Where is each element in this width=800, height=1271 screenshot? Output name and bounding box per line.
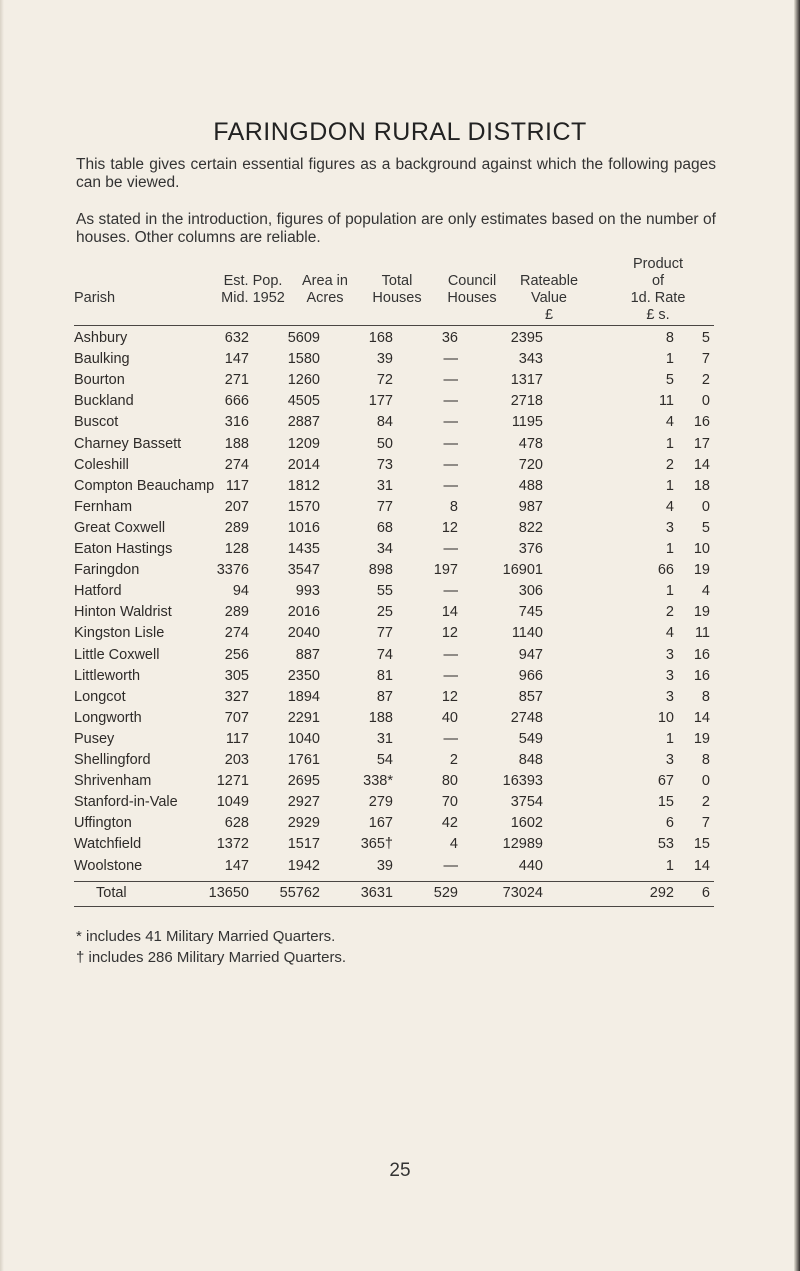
- header-rateable-value: Rateable Value £: [519, 273, 579, 323]
- table-row: Bourton 271 1260 72 — 1317 5 2: [74, 372, 710, 389]
- table-row: Little Coxwell 256 887 74 — 947 3 16: [74, 646, 710, 663]
- table-row: Fernham 207 1570 77 8 987 4 0: [74, 498, 710, 515]
- table-row: Longworth 707 2291 188 40 2748 10 14: [74, 709, 710, 726]
- table-row: Coleshill 274 2014 73 — 720 2 14: [74, 456, 710, 473]
- page-number: 25: [389, 1160, 411, 1181]
- table-row: Eaton Hastings 128 1435 34 — 376 1 10: [74, 541, 710, 557]
- page-left-edge: [0, 0, 4, 1271]
- table-row: Great Coxwell 289 1016 68 12 822 3 5: [74, 519, 710, 536]
- table-row: Longcot 327 1894 87 12 857 3 8: [74, 688, 710, 705]
- total-rule-bottom: [74, 906, 714, 907]
- table-row: Watchfield 1372 1517 365† 4 12989 53 15: [74, 836, 710, 853]
- table-row: Pusey 117 1040 31 — 549 1 19: [74, 730, 710, 747]
- header-product-of-rate: Product of 1d. Rate £ s.: [630, 256, 686, 323]
- table-row: Buckland 666 4505 177 — 2718 11 0: [74, 393, 710, 410]
- footnote-dagger: † includes 286 Military Married Quarters.: [76, 949, 347, 966]
- table-row: Stanford-in-Vale 1049 2927 279 70 3754 15 2: [74, 794, 710, 811]
- table-row: Shellingford 203 1761 54 2 848 3 8: [74, 752, 710, 768]
- table-row: Hatford 94 993 55 — 306 1 4: [74, 583, 710, 600]
- header-est-pop: Est. Pop. Mid. 1952: [221, 273, 285, 306]
- header-area: Area in Acres: [302, 273, 348, 306]
- table-row: Shrivenham 1271 2695 338* 80 16393 67 0: [74, 773, 710, 790]
- table-row: Buscot 316 2887 84 — 1195 4 16: [74, 414, 710, 431]
- intro-paragraph-2: As stated in the introduction, figures of population are only estimates based on the number of houses. Other columns are reliable.: [76, 211, 716, 246]
- header-rule: [74, 325, 714, 326]
- intro-paragraph-1: This table gives certain essential figures as a background against which the following pages can be viewed.: [76, 156, 716, 191]
- header-parish: Parish: [74, 290, 116, 306]
- table-row: Uffington 628 2929 167 42 1602 6 7: [74, 815, 710, 832]
- table-row: Kingston Lisle 274 2040 77 12 1140 4 11: [74, 625, 710, 642]
- header-council-houses: Council Houses: [447, 273, 497, 306]
- table-row: Woolstone 147 1942 39 — 440 1 14: [74, 857, 710, 874]
- header-total-houses: Total Houses: [372, 273, 422, 306]
- total-rule-top: [74, 881, 714, 882]
- table-row: Hinton Waldrist 289 2016 25 14 745 2 19: [74, 604, 710, 621]
- table-row: Ashbury 632 5609 168 36 2395 8 5: [74, 330, 710, 346]
- table-row: Charney Bassett 188 1209 50 — 478 1 17: [74, 435, 710, 452]
- table-row: Baulking 147 1580 39 — 343 1 7: [74, 351, 710, 368]
- footnote-asterisk: * includes 41 Military Married Quarters.: [76, 928, 336, 945]
- table-row: Compton Beauchamp 117 1812 31 — 488 1 18: [74, 477, 710, 494]
- page-title: FARINGDON RURAL DISTRICT: [213, 118, 587, 146]
- page-right-edge: [794, 0, 800, 1271]
- table-row: Littleworth 305 2350 81 — 966 3 16: [74, 667, 710, 684]
- total-row: Total 13650 55762 3631 529 73024 292 6: [96, 885, 710, 901]
- table-row: Faringdon 3376 3547 898 197 16901 66 19: [74, 562, 710, 579]
